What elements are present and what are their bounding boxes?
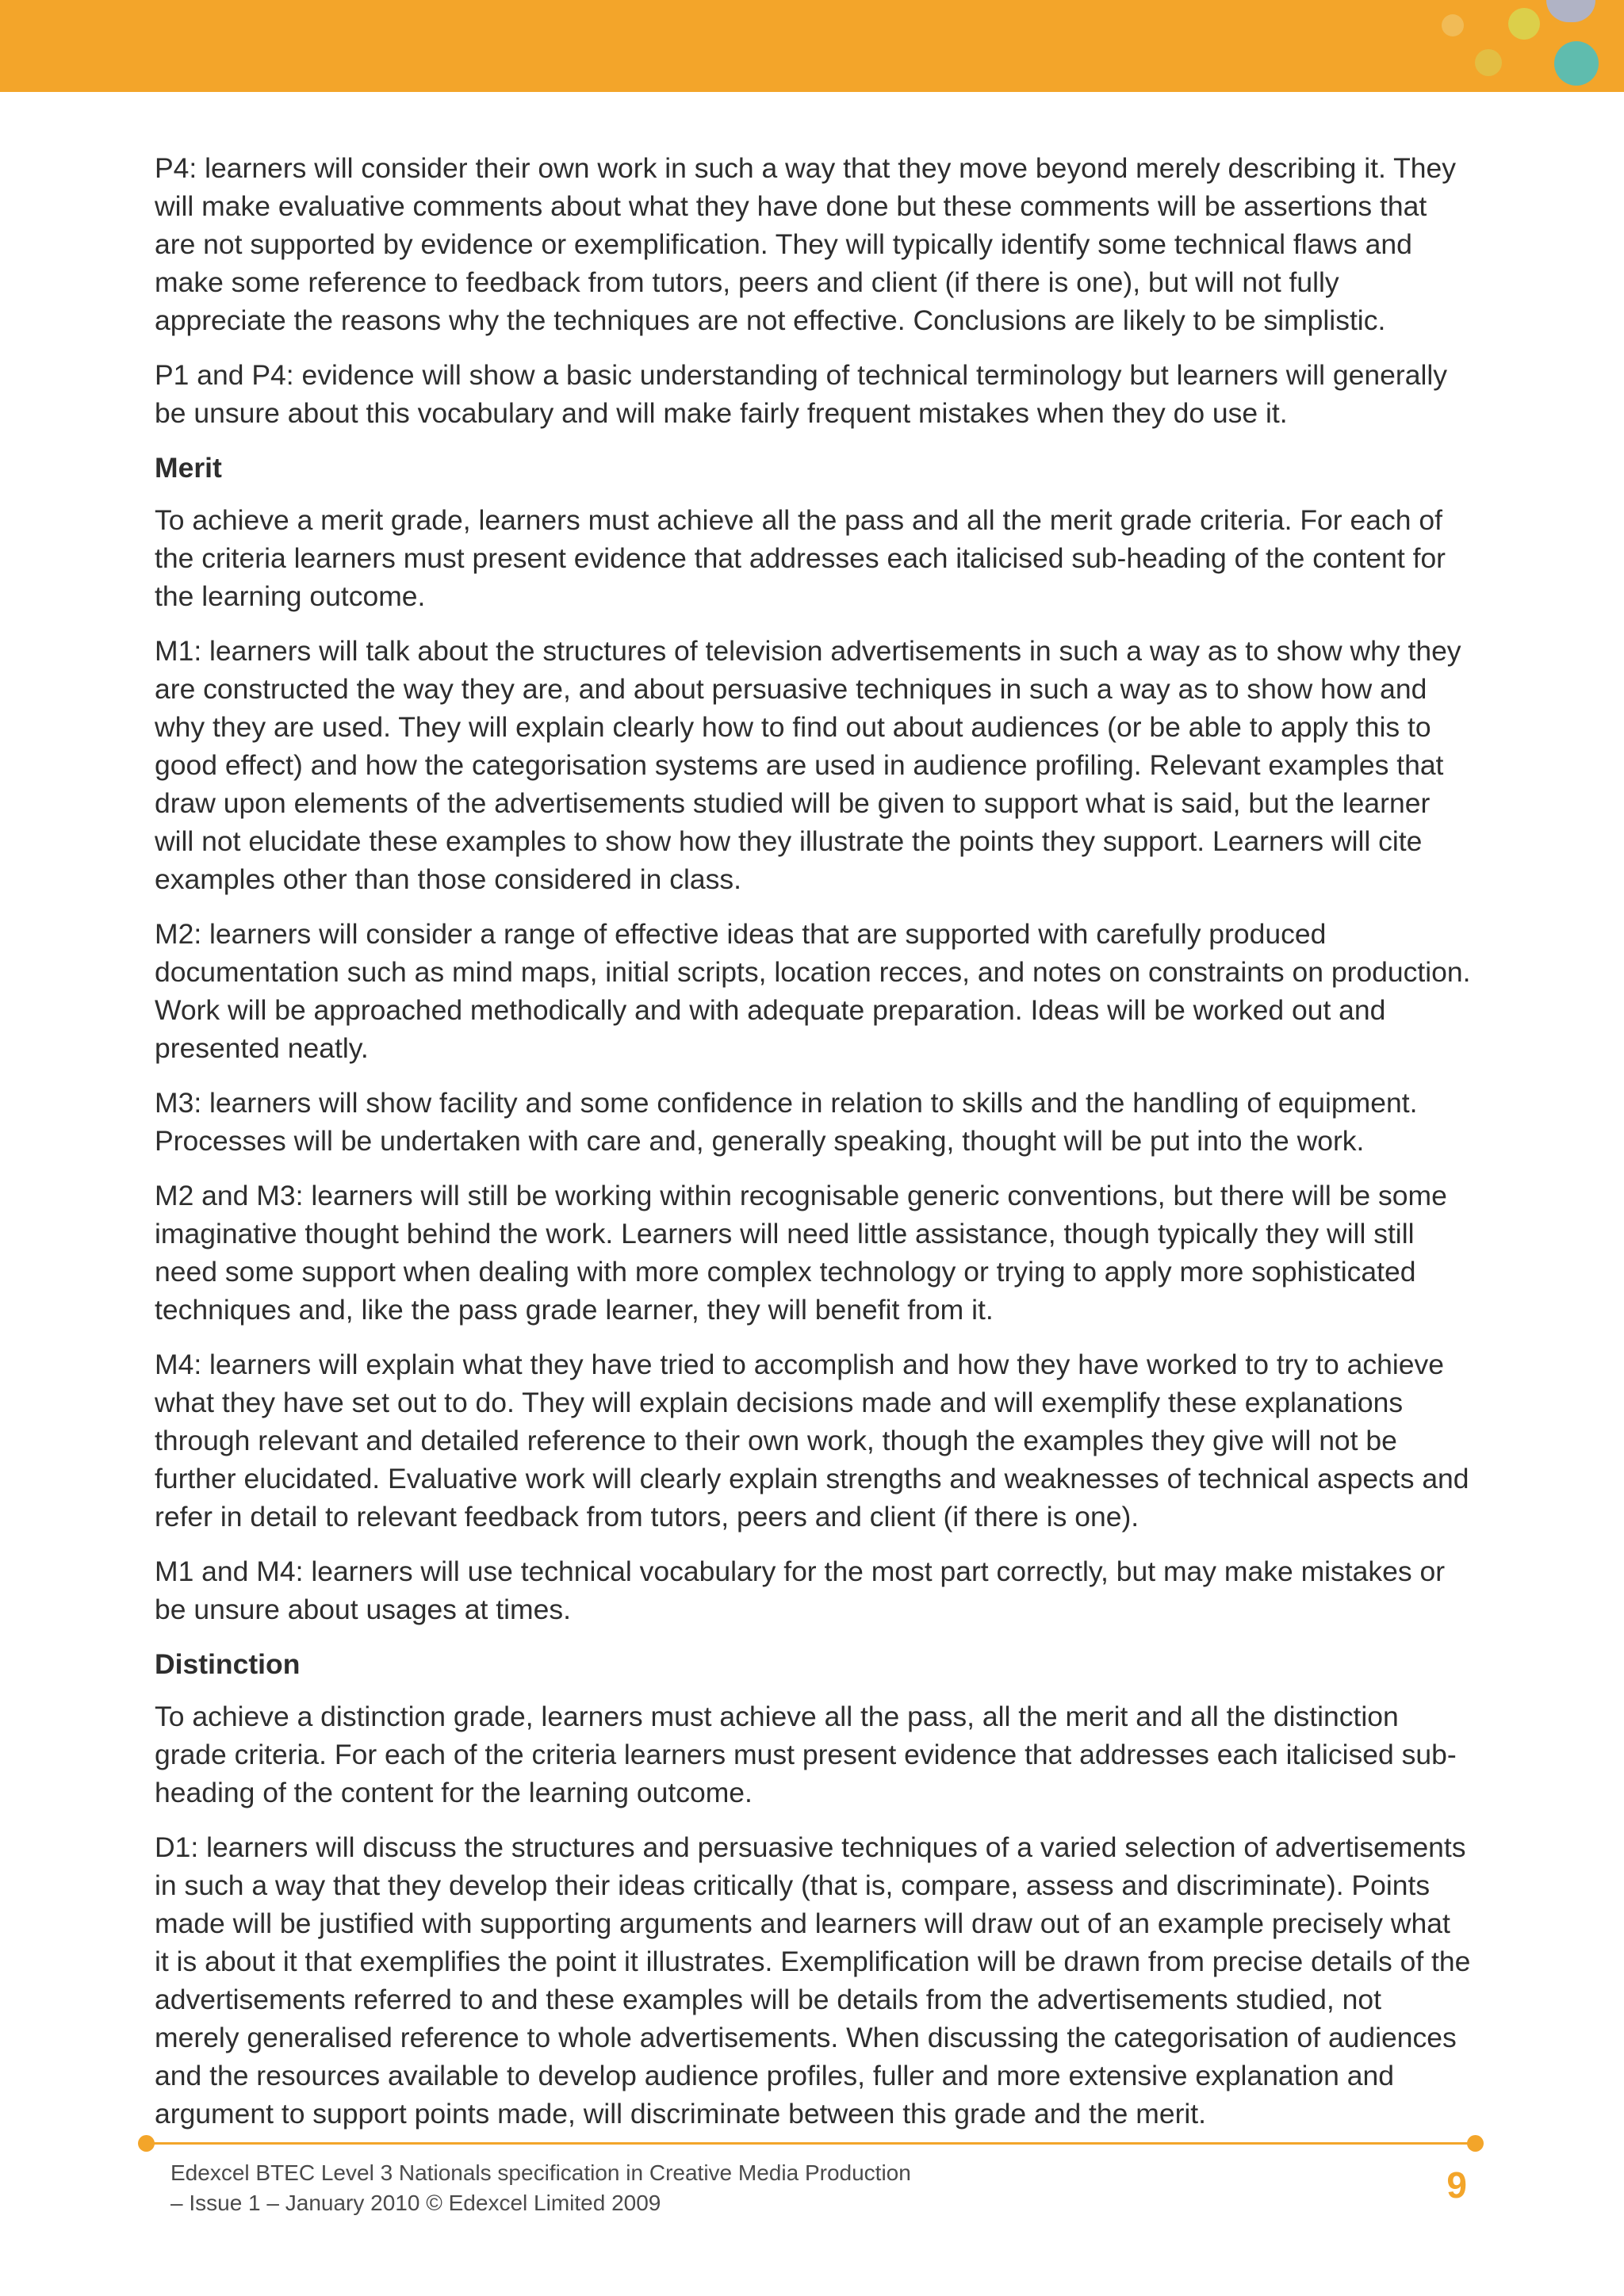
- decorative-circle: [1475, 49, 1502, 76]
- paragraph-distinction-intro: To achieve a distinction grade, learners must achieve all the pass, all the merit and all the distinction grade criteria. For each of the criteria learners must present evidence that addresses each italicised sub-heading of the content for the learning outcome.: [155, 1701, 1457, 1808]
- page-number: 9: [1446, 2164, 1467, 2206]
- paragraph-m2-m3: M2 and M3: learners will still be working within recognisable generic conventions, but there will be some imaginative thought behind the work. Learners will need little assistance, though typically they will still need some support when dealing with more complex technology or trying to apply more sophisticated techniques and, like the pass grade learner, they will benefit from it.: [155, 1180, 1447, 1326]
- paragraph-p4: P4: learners will consider their own work in such a way that they move beyond merely describing it. They will make evaluative comments about what they have done but these comments will be assertions that are not supported by evidence or exemplification. They will typically identify some technical flaws and make some reference to feedback from tutors, peers and client (if there is one), but will not fully appreciate the reasons why the techniques are not effective. Conclusions are likely to be simplistic.: [155, 152, 1456, 336]
- paragraph-m4: M4: learners will explain what they have tried to accomplish and how they have worked to try to achieve what they have set out to do. They will explain decisions made and will exemplify these explanations through relevant and detailed reference to their own work, though the examples they give will not be further elucidated. Evaluative work will clearly explain strengths and weaknesses of technical aspects and refer in detail to relevant feedback from tutors, peers and client (if there is one).: [155, 1349, 1469, 1533]
- header-band: [0, 0, 1624, 92]
- paragraph-m2: M2: learners will consider a range of effective ideas that are supported with carefully produced documentation such as mind maps, initial scripts, location recces, and notes on constraints on production. Work will be approached methodically and with adequate preparation. Ideas will be worked out and presented neatly.: [155, 918, 1471, 1064]
- paragraph-m1-m4: M1 and M4: learners will use technical vocabulary for the most part correctly, but may make mistakes or be unsure about usages at times.: [155, 1556, 1446, 1625]
- paragraph-d1: D1: learners will discuss the structures and persuasive techniques of a varied selection of advertisements in such a way that they develop their ideas critically (that is, compare, assess and discriminate). Points made will be justified with supporting arguments and learners will draw out of an example precisely what it is about it that exemplifies the point it illustrates. Exemplification will be drawn from precise details of the advertisements referred to and these examples will be details from the advertisements studied, not merely generalised reference to whole advertisements. When discussing the categorisation of audiences and the resources available to develop audience profiles, fuller and more extensive explanation and argument to support points made, will discriminate between this grade and the merit.: [155, 1831, 1471, 2130]
- decorative-circle: [1546, 0, 1595, 22]
- decorative-circle: [1508, 8, 1540, 40]
- paragraph-p1-p4: P1 and P4: evidence will show a basic understanding of technical terminology but learners will generally be unsure about this vocabulary and will make fairly frequent mistakes when they do use it.: [155, 359, 1447, 429]
- paragraph-merit-intro: To achieve a merit grade, learners must achieve all the pass and all the merit grade criteria. For each of the criteria learners must present evidence that addresses each italicised sub-heading of the content for the learning outcome.: [155, 504, 1446, 612]
- heading-distinction: Distinction: [155, 1648, 301, 1680]
- footer-citation: [170, 2158, 1281, 2218]
- footer-rule-endpoint: [138, 2135, 155, 2152]
- footer-rule-endpoint: [1467, 2135, 1484, 2152]
- footer-rule: [146, 2142, 1475, 2145]
- footer-line-1: Edexcel BTEC Level 3 Nationals specification in Creative Media Production: [170, 2160, 911, 2185]
- decorative-circle: [1442, 14, 1464, 36]
- paragraph-m3: M3: learners will show facility and some confidence in relation to skills and the handling of equipment. Processes will be undertaken with care and, generally speaking, thought will be put into the work.: [155, 1087, 1418, 1157]
- footer-line-2: – Issue 1 – January 2010 © Edexcel Limited 2009: [170, 2191, 661, 2215]
- paragraph-m1: M1: learners will talk about the structures of television advertisements in such a way as to show why they are constructed the way they are, and about persuasive techniques in such a way as to show how and why they are used. They will explain clearly how to find out about audiences (or be able to apply this to good effect) and how the categorisation systems are used in audience profiling. Relevant examples that draw upon elements of the advertisements studied will be given to support what is said, but the learner will not elucidate these examples to show how they illustrate the points they support. Learners will cite examples other than those considered in class.: [155, 635, 1461, 895]
- heading-merit: Merit: [155, 452, 222, 484]
- document-body: [155, 149, 1471, 2149]
- decorative-circle: [1554, 41, 1599, 86]
